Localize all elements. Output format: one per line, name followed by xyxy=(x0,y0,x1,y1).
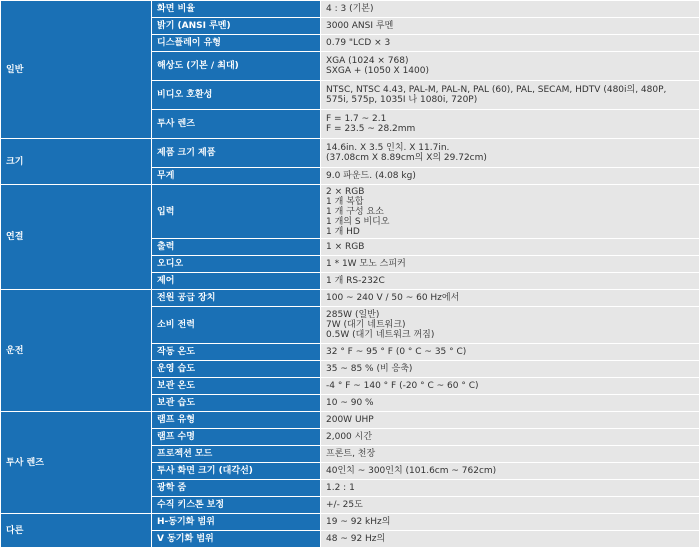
spec-value-line: 32 ° F ~ 95 ° F (0 ° C ~ 35 ° C) xyxy=(326,347,467,357)
spec-value-line: 100 ~ 240 V / 50 ~ 60 Hz에서 xyxy=(326,293,460,303)
spec-value xyxy=(321,273,700,290)
spec-row xyxy=(1,290,700,307)
spec-value xyxy=(321,35,700,52)
spec-label: 밝기 (ANSI 루멘) xyxy=(152,18,321,35)
category-cell: 투사 렌즈 xyxy=(1,412,152,514)
spec-value-line: 1 × RGB xyxy=(326,242,365,252)
spec-label: 화면 비율 xyxy=(152,1,321,18)
spec-label: 제품 크기 제품 xyxy=(152,139,321,168)
spec-label: 프로젝션 모드 xyxy=(152,446,321,463)
spec-value-line: +/- 25도 xyxy=(326,500,363,510)
spec-label: 투사 렌즈 xyxy=(152,110,321,139)
spec-value-line: 35 ~ 85 % (비 응축) xyxy=(326,364,413,374)
spec-value xyxy=(321,81,700,110)
spec-value-line: SXGA + (1050 X 1400) xyxy=(326,66,429,76)
spec-value xyxy=(321,497,700,514)
spec-label: 광학 줌 xyxy=(152,480,321,497)
spec-value-line: NTSC, NTSC 4.43, PAL-M, PAL-N, PAL (60), PAL, SECAM, HDTV (480i의, 480P, xyxy=(326,85,667,95)
spec-table-body xyxy=(1,1,700,548)
spec-label: 입력 xyxy=(152,185,321,239)
category-cell: 일반 xyxy=(1,1,152,139)
spec-value-line: F = 1.7 ~ 2.1 xyxy=(326,114,387,124)
spec-value xyxy=(321,110,700,139)
spec-value xyxy=(321,531,700,548)
spec-value xyxy=(321,1,700,18)
spec-value xyxy=(321,139,700,168)
spec-value xyxy=(321,378,700,395)
spec-value-line: 0.5W (대기 네트워크 꺼짐) xyxy=(326,330,435,340)
spec-value-line: 2 × RGB xyxy=(326,186,365,197)
spec-row xyxy=(1,412,700,429)
spec-label: 무게 xyxy=(152,168,321,185)
spec-value-line: F = 23.5 ~ 28.2mm xyxy=(326,124,416,134)
spec-value xyxy=(321,344,700,361)
spec-label: 투사 화면 크기 (대각선) xyxy=(152,463,321,480)
spec-value-line: 1 개 복합 xyxy=(326,196,364,207)
spec-label: 오디오 xyxy=(152,256,321,273)
spec-value-line: 10 ~ 90 % xyxy=(326,398,374,408)
spec-value xyxy=(321,307,700,344)
spec-label: 출력 xyxy=(152,239,321,256)
spec-value-line: -4 ° F ~ 140 ° F (-20 ° C ~ 60 ° C) xyxy=(326,381,479,391)
spec-value xyxy=(321,514,700,531)
spec-value-line: 200W UHP xyxy=(326,415,374,425)
spec-value xyxy=(321,412,700,429)
spec-value-line: 0.79 "LCD × 3 xyxy=(326,38,391,48)
spec-value-line: 1.2 : 1 xyxy=(326,483,355,493)
spec-value-line: 19 ~ 92 kHz의 xyxy=(326,517,391,527)
spec-value-line: 1 개 RS-232C xyxy=(326,276,385,286)
spec-value-line: 1 개의 S 비디오 xyxy=(326,216,390,227)
spec-label: 해상도 (기본 / 최대) xyxy=(152,52,321,81)
spec-value-line: 9.0 파운드. (4.08 kg) xyxy=(326,171,416,181)
spec-value-line: 40인치 ~ 300인치 (101.6cm ~ 762cm) xyxy=(326,466,497,476)
spec-label: 디스플레이 유형 xyxy=(152,35,321,52)
spec-value xyxy=(321,256,700,273)
spec-value xyxy=(321,168,700,185)
spec-label: V 동기화 범위 xyxy=(152,531,321,548)
spec-value xyxy=(321,463,700,480)
spec-value-line: 575i, 575p, 1035I 나 1080i, 720P) xyxy=(326,95,478,105)
spec-row xyxy=(1,185,700,239)
category-cell: 다른 xyxy=(1,514,152,548)
spec-value xyxy=(321,290,700,307)
category-cell: 연결 xyxy=(1,185,152,290)
spec-value-line: 1 * 1W 모노 스피커 xyxy=(326,259,406,269)
spec-value xyxy=(321,52,700,81)
spec-label: 전원 공급 장치 xyxy=(152,290,321,307)
spec-label: H-동기화 범위 xyxy=(152,514,321,531)
spec-label: 비디오 호환성 xyxy=(152,81,321,110)
spec-label: 작동 온도 xyxy=(152,344,321,361)
spec-value-line: 1 개 HD xyxy=(326,226,360,237)
spec-value xyxy=(321,446,700,463)
spec-value-line: 14.6in. X 3.5 인치. X 11.7in. xyxy=(326,143,450,153)
spec-label: 램프 수명 xyxy=(152,429,321,446)
spec-value-line: (37.08cm X 8.89cm의 X의 29.72cm) xyxy=(326,153,487,163)
spec-value-line: 7W (대기 네트워크) xyxy=(326,320,406,330)
spec-value-line: 4 : 3 (기본) xyxy=(326,4,374,14)
spec-value xyxy=(321,239,700,256)
spec-value xyxy=(321,429,700,446)
spec-row xyxy=(1,1,700,18)
spec-value xyxy=(321,480,700,497)
spec-label: 램프 유형 xyxy=(152,412,321,429)
spec-label: 제어 xyxy=(152,273,321,290)
spec-value xyxy=(321,361,700,378)
spec-value-line: 2,000 시간 xyxy=(326,432,373,442)
spec-label: 운영 습도 xyxy=(152,361,321,378)
spec-value xyxy=(321,185,700,239)
category-cell: 크기 xyxy=(1,139,152,185)
spec-label: 수직 키스톤 보정 xyxy=(152,497,321,514)
spec-label: 소비 전력 xyxy=(152,307,321,344)
category-cell: 운전 xyxy=(1,290,152,412)
spec-value-line: 285W (일반) xyxy=(326,310,380,320)
spec-row xyxy=(1,514,700,531)
spec-value-line: 1 개 구성 요소 xyxy=(326,206,384,217)
spec-value xyxy=(321,395,700,412)
spec-value-line: XGA (1024 × 768) xyxy=(326,56,409,66)
spec-row xyxy=(1,139,700,168)
spec-label: 보관 습도 xyxy=(152,395,321,412)
spec-label: 보관 온도 xyxy=(152,378,321,395)
spec-value-line: 48 ~ 92 Hz의 xyxy=(326,534,386,544)
spec-value-line: 프론트, 천장 xyxy=(326,449,376,459)
spec-value-line: 3000 ANSI 루멘 xyxy=(326,21,394,31)
spec-value xyxy=(321,18,700,35)
